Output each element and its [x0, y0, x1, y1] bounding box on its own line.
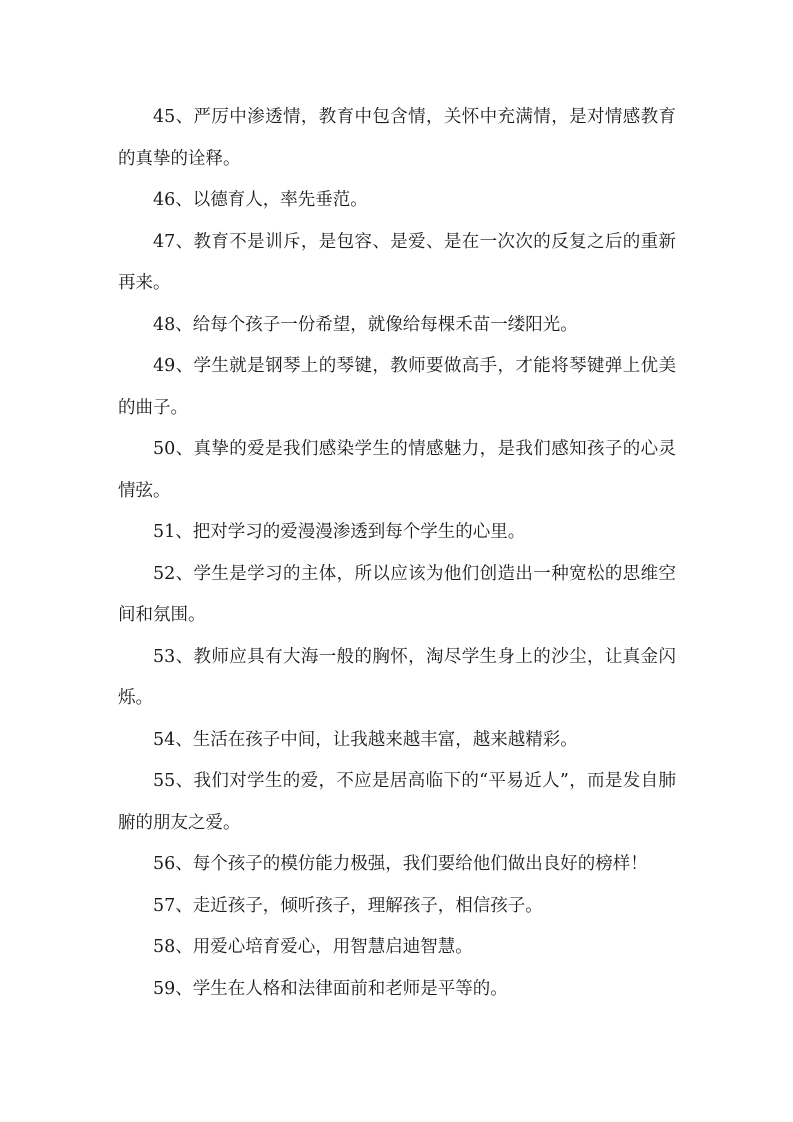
paragraph-48: 48、给每个孩子一份希望，就像给每棵禾苗一缕阳光。	[153, 314, 578, 335]
paragraph-54: 54、生活在孩子中间，让我越来越丰富，越来越精彩。	[153, 729, 578, 750]
paragraph-59: 59、学生在人格和法律面前和老师是平等的。	[153, 978, 508, 999]
paragraph-45: 45、严厉中渗透情，教育中包含情，关怀中充满情，是对情感教育的真挚的诠释。	[118, 107, 676, 169]
paragraph-56: 56、每个孩子的模仿能力极强，我们要给他们做出良好的榜样！	[153, 854, 648, 874]
paragraph-51: 51、把对学习的爱漫漫渗透到每个学生的心里。	[153, 522, 526, 542]
paragraph-47: 47、教育不是训斥，是包容、是爱、是在一次次的反复之后的重新再来。	[118, 231, 676, 293]
paragraph-57: 57、走近孩子，倾听孩子，理解孩子，相信孩子。	[153, 895, 543, 916]
paragraph-58: 58、用爱心培育爱心，用智慧启迪智慧。	[153, 937, 473, 957]
paragraph-49: 49、学生就是钢琴上的琴键，教师要做高手，才能将琴键弹上优美的曲子。	[118, 356, 676, 418]
paragraph-53: 53、教师应具有大海一般的胸怀，淘尽学生身上的沙尘，让真金闪烁。	[118, 646, 676, 708]
paragraph-50: 50、真挚的爱是我们感染学生的情感魅力，是我们感知孩子的心灵情弦。	[118, 439, 676, 501]
paragraph-52: 52、学生是学习的主体，所以应该为他们创造出一种宽松的思维空间和氛围。	[118, 563, 676, 625]
document-body	[118, 97, 676, 1010]
paragraph-46: 46、以德育人，率先垂范。	[153, 190, 368, 210]
paragraph-55: 55、我们对学生的爱，不应是居高临下的“平易近人”，而是发自肺腑的朋友之爱。	[118, 771, 676, 833]
